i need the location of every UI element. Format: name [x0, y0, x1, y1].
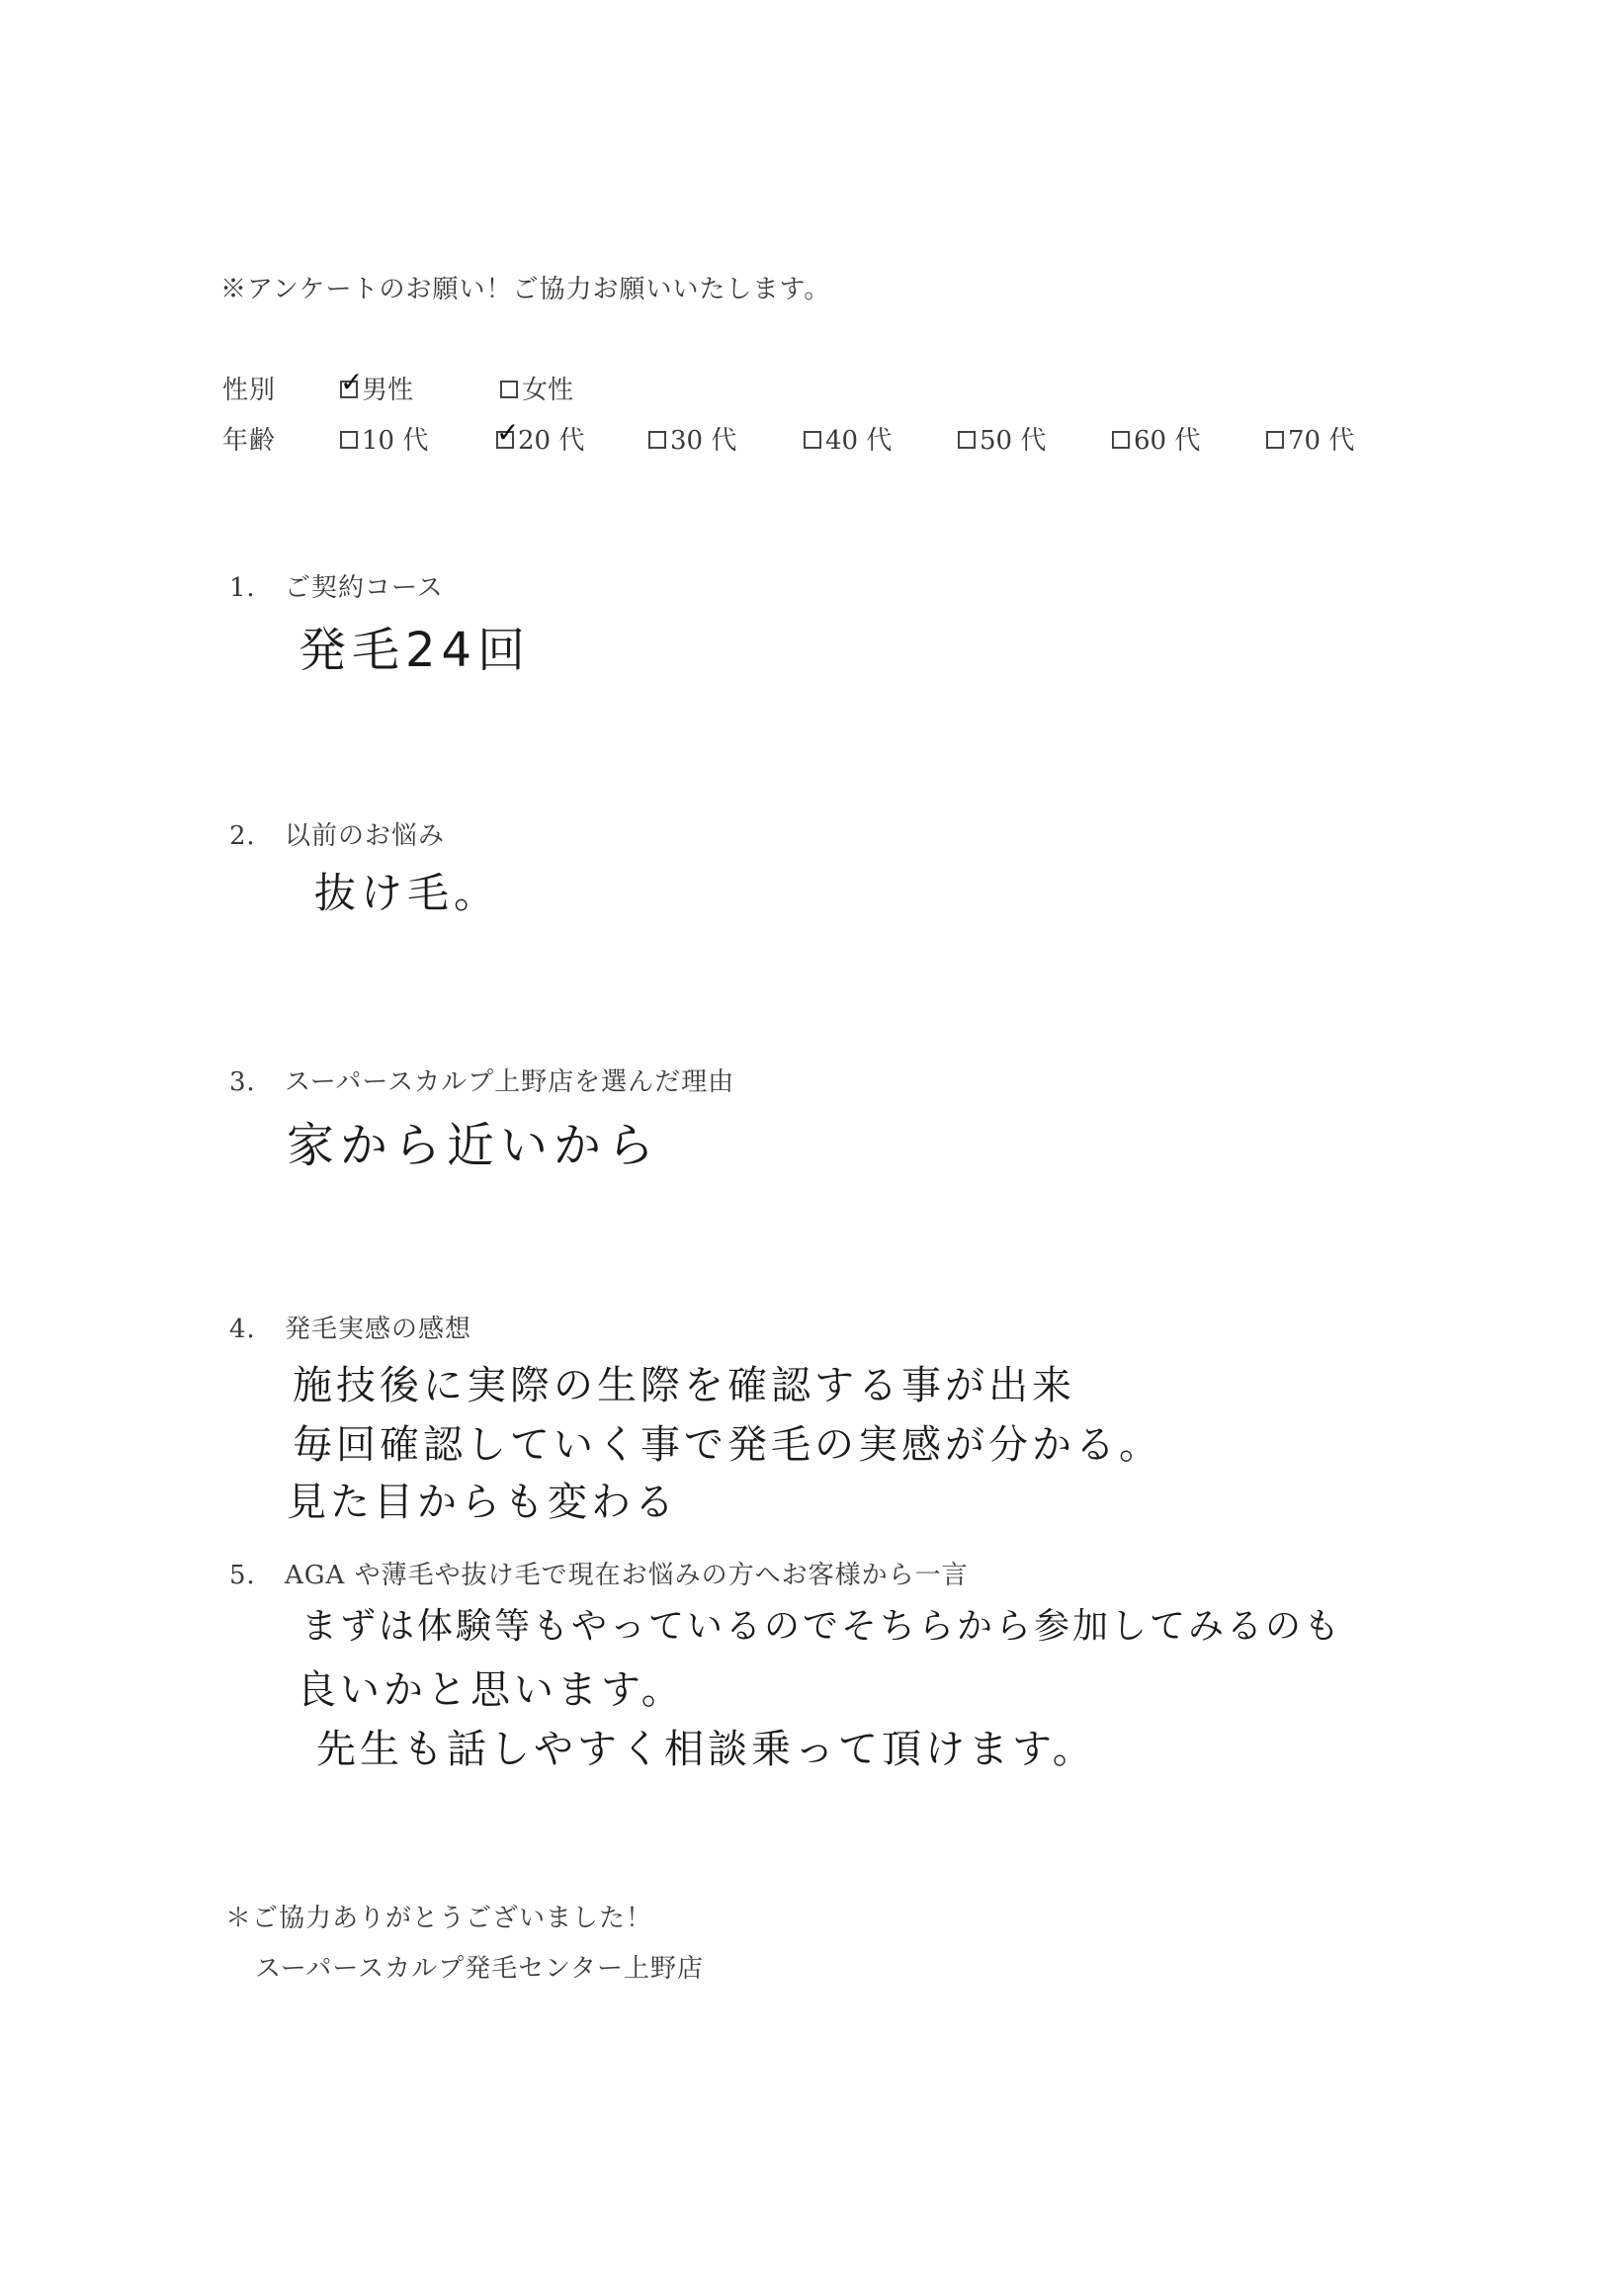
handwritten-answer-line: 見た目からも変わる: [287, 1480, 678, 1525]
age-option-20s[interactable]: [496, 415, 585, 457]
question-text: スーパースカルプ上野店を選んだ理由: [285, 1067, 735, 1097]
age-option-60s[interactable]: [1112, 420, 1200, 457]
gender-option-label: 男性: [362, 376, 414, 405]
thanks-note: ＊ご協力ありがとうございました！: [225, 1904, 653, 1933]
checkbox-10s[interactable]: [340, 431, 358, 449]
handwritten-answer-line: 毎回確認していく事で発毛の実感が分かる。: [293, 1422, 1162, 1468]
handwritten-answer: 家から近いから: [287, 1118, 661, 1173]
question-text: AGA や薄毛や抜け毛で現在お悩みの方へお客様から一言: [285, 1561, 969, 1590]
checkbox-20s[interactable]: [496, 415, 520, 449]
age-option-label: 70 代: [1288, 426, 1355, 456]
question-number: 1．: [229, 573, 274, 603]
gender-option-male[interactable]: [340, 365, 414, 406]
age-option-label: 60 代: [1134, 426, 1201, 456]
age-option-50s[interactable]: [958, 420, 1046, 457]
question-text: ご契約コース: [285, 573, 444, 603]
checkbox-70s[interactable]: [1266, 431, 1284, 449]
age-option-label: 20 代: [518, 426, 585, 456]
gender-option-female[interactable]: [500, 370, 573, 406]
checkbox-40s[interactable]: [804, 431, 821, 449]
checkbox-female[interactable]: [500, 381, 518, 398]
age-option-40s[interactable]: [804, 420, 892, 457]
handwritten-answer-line: 良いかと思います。: [297, 1667, 685, 1713]
handwritten-answer-line: まずは体験等もやっているのでそちらから参加してみるのも: [301, 1606, 1343, 1647]
age-label: 年齢: [222, 426, 277, 456]
question-number: 3．: [229, 1067, 274, 1097]
question-text: 発毛実感の感想: [285, 1315, 472, 1344]
gender-option-label: 女性: [522, 376, 574, 405]
handwritten-answer: 発毛24回: [299, 623, 532, 678]
age-option-70s[interactable]: [1266, 420, 1354, 457]
question-number: 4．: [229, 1315, 274, 1344]
age-option-label: 30 代: [670, 426, 737, 456]
checkbox-30s[interactable]: [648, 431, 666, 449]
question-number: 5．: [229, 1561, 274, 1590]
question-number: 2．: [229, 821, 274, 851]
checkbox-male[interactable]: [340, 365, 364, 398]
handwritten-answer-line: 先生も話しやすく相談乗って頂けます。: [316, 1727, 1096, 1772]
checkmark-icon: ✓: [496, 415, 520, 449]
age-option-10s[interactable]: [340, 420, 428, 457]
age-option-label: 40 代: [825, 426, 893, 456]
age-option-label: 50 代: [980, 426, 1047, 456]
checkbox-60s[interactable]: [1112, 431, 1130, 449]
checkbox-50s[interactable]: [958, 431, 976, 449]
age-option-label: 10 代: [362, 426, 429, 456]
gender-label: 性別: [222, 376, 277, 405]
handwritten-answer: 抜け毛。: [314, 869, 501, 917]
survey-title: ※アンケートのお願い！ご協力お願いいたします。: [220, 275, 831, 304]
age-option-30s[interactable]: [648, 420, 736, 457]
question-text: 以前のお悩み: [285, 821, 446, 851]
store-name: スーパースカルプ発毛センター上野店: [255, 1954, 705, 1984]
checkmark-icon: ✓: [340, 365, 364, 398]
handwritten-answer-line: 施技後に実際の生際を確認する事が出来: [293, 1363, 1075, 1408]
